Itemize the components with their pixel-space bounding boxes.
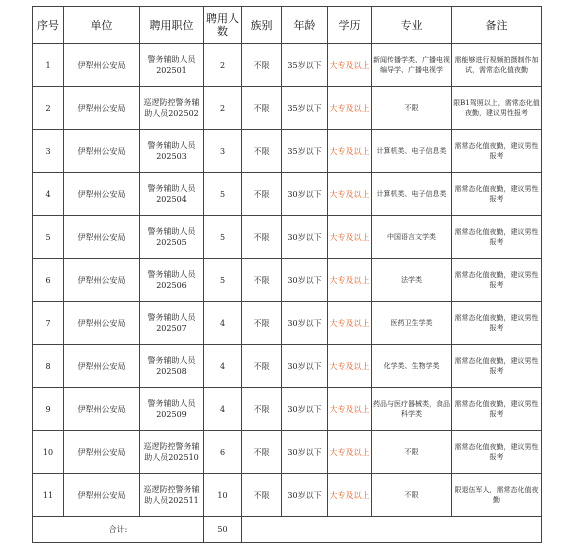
cell-count: 5 xyxy=(204,173,242,216)
cell-education: 大专及以上 xyxy=(328,130,372,173)
cell-age: 30岁以下 xyxy=(282,302,328,345)
table-row xyxy=(33,44,542,87)
cell-position: 警务辅助人员202508 xyxy=(140,345,204,388)
cell-major: 不限 xyxy=(372,474,452,517)
cell-no: 6 xyxy=(33,259,64,302)
table-row xyxy=(33,130,542,173)
cell-education: 大专及以上 xyxy=(328,474,372,517)
cell-position: 警务辅助人员202503 xyxy=(140,130,204,173)
cell-major: 法学类 xyxy=(372,259,452,302)
cell-ethnicity: 不限 xyxy=(242,431,282,474)
cell-age: 30岁以下 xyxy=(282,259,328,302)
total-count: 50 xyxy=(204,517,242,543)
cell-education: 大专及以上 xyxy=(328,302,372,345)
cell-ethnicity: 不限 xyxy=(242,302,282,345)
cell-ethnicity: 不限 xyxy=(242,87,282,130)
cell-ethnicity: 不限 xyxy=(242,345,282,388)
cell-major: 化学类、生物学类 xyxy=(372,345,452,388)
cell-position: 警务辅助人员202506 xyxy=(140,259,204,302)
table-row xyxy=(33,259,542,302)
header-position: 聘用职位 xyxy=(140,7,204,44)
cell-count: 6 xyxy=(204,431,242,474)
cell-major: 中国语言文学类 xyxy=(372,216,452,259)
cell-education: 大专及以上 xyxy=(328,44,372,87)
cell-note: 需常态化值夜勤，建议男性报考 xyxy=(452,173,542,216)
table-row xyxy=(33,87,542,130)
table-row xyxy=(33,216,542,259)
cell-age: 35岁以下 xyxy=(282,130,328,173)
cell-count: 2 xyxy=(204,44,242,87)
recruitment-table xyxy=(32,6,542,543)
table-row xyxy=(33,474,542,517)
cell-unit: 伊犁州公安局 xyxy=(64,431,140,474)
cell-note: 需常态化值夜勤，建议男性报考 xyxy=(452,431,542,474)
cell-age: 30岁以下 xyxy=(282,216,328,259)
cell-ethnicity: 不限 xyxy=(242,474,282,517)
cell-unit: 伊犁州公安局 xyxy=(64,216,140,259)
cell-ethnicity: 不限 xyxy=(242,388,282,431)
cell-position: 警务辅助人员202509 xyxy=(140,388,204,431)
cell-note: 需常态化值夜勤，建议男性报考 xyxy=(452,130,542,173)
header-major: 专业 xyxy=(372,7,452,44)
cell-no: 8 xyxy=(33,345,64,388)
recruitment-table-container xyxy=(32,6,542,543)
cell-position: 巡逻防控警务辅助人员202510 xyxy=(140,431,204,474)
cell-major: 新闻传播学类、广播电视编导学、广播电视学 xyxy=(372,44,452,87)
cell-position: 巡逻防控警务辅助人员202511 xyxy=(140,474,204,517)
cell-major: 药品与医疗器械类，食品科学类 xyxy=(372,388,452,431)
cell-note: 需常态化值夜勤，建议男性报考 xyxy=(452,345,542,388)
cell-major: 计算机类、电子信息类 xyxy=(372,130,452,173)
cell-major: 不限 xyxy=(372,431,452,474)
cell-age: 30岁以下 xyxy=(282,173,328,216)
cell-note: 限B1驾照以上，需常态化值夜勤，建议男性报考 xyxy=(452,87,542,130)
header-count: 聘用人数 xyxy=(204,7,242,44)
header-ethnicity: 族别 xyxy=(242,7,282,44)
cell-unit: 伊犁州公安局 xyxy=(64,302,140,345)
cell-no: 11 xyxy=(33,474,64,517)
table-row xyxy=(33,345,542,388)
cell-note: 需能够进行视频拍摄制作加试，需常态化值夜勤 xyxy=(452,44,542,87)
cell-ethnicity: 不限 xyxy=(242,173,282,216)
cell-note: 需常态化值夜勤，建议男性报考 xyxy=(452,302,542,345)
cell-education: 大专及以上 xyxy=(328,87,372,130)
cell-note: 限退伍军人，需常态化值夜勤 xyxy=(452,474,542,517)
cell-education: 大专及以上 xyxy=(328,259,372,302)
table-row xyxy=(33,388,542,431)
total-label: 合计: xyxy=(33,517,204,543)
cell-unit: 伊犁州公安局 xyxy=(64,130,140,173)
header-age: 年龄 xyxy=(282,7,328,44)
cell-count: 4 xyxy=(204,388,242,431)
cell-unit: 伊犁州公安局 xyxy=(64,44,140,87)
cell-major: 不限 xyxy=(372,87,452,130)
cell-no: 5 xyxy=(33,216,64,259)
table-row xyxy=(33,431,542,474)
cell-count: 10 xyxy=(204,474,242,517)
cell-count: 3 xyxy=(204,130,242,173)
cell-unit: 伊犁州公安局 xyxy=(64,259,140,302)
cell-unit: 伊犁州公安局 xyxy=(64,345,140,388)
cell-age: 35岁以下 xyxy=(282,44,328,87)
header-note: 备注 xyxy=(452,7,542,44)
cell-age: 35岁以下 xyxy=(282,87,328,130)
cell-education: 大专及以上 xyxy=(328,388,372,431)
cell-count: 4 xyxy=(204,345,242,388)
cell-age: 30岁以下 xyxy=(282,474,328,517)
total-empty-cell xyxy=(242,517,542,543)
cell-count: 2 xyxy=(204,87,242,130)
cell-ethnicity: 不限 xyxy=(242,259,282,302)
total-row xyxy=(33,517,542,543)
table-row xyxy=(33,173,542,216)
cell-unit: 伊犁州公安局 xyxy=(64,87,140,130)
cell-no: 9 xyxy=(33,388,64,431)
cell-unit: 伊犁州公安局 xyxy=(64,474,140,517)
cell-major: 计算机类、电子信息类 xyxy=(372,173,452,216)
cell-count: 4 xyxy=(204,302,242,345)
cell-position: 警务辅助人员202507 xyxy=(140,302,204,345)
cell-note: 需常态化值夜勤，建议男性报考 xyxy=(452,216,542,259)
cell-unit: 伊犁州公安局 xyxy=(64,388,140,431)
table-body xyxy=(33,44,542,517)
cell-count: 5 xyxy=(204,259,242,302)
header-no: 序号 xyxy=(33,7,64,44)
cell-age: 30岁以下 xyxy=(282,431,328,474)
cell-position: 巡逻防控警务辅助人员202502 xyxy=(140,87,204,130)
cell-count: 5 xyxy=(204,216,242,259)
cell-no: 4 xyxy=(33,173,64,216)
cell-position: 警务辅助人员202501 xyxy=(140,44,204,87)
cell-age: 30岁以下 xyxy=(282,345,328,388)
cell-major: 医药卫生学类 xyxy=(372,302,452,345)
table-header-row xyxy=(33,7,542,44)
cell-education: 大专及以上 xyxy=(328,345,372,388)
cell-position: 警务辅助人员202505 xyxy=(140,216,204,259)
cell-no: 2 xyxy=(33,87,64,130)
cell-education: 大专及以上 xyxy=(328,173,372,216)
cell-ethnicity: 不限 xyxy=(242,44,282,87)
cell-no: 3 xyxy=(33,130,64,173)
header-unit: 单位 xyxy=(64,7,140,44)
cell-no: 7 xyxy=(33,302,64,345)
header-education: 学历 xyxy=(328,7,372,44)
table-row xyxy=(33,302,542,345)
cell-unit: 伊犁州公安局 xyxy=(64,173,140,216)
cell-position: 警务辅助人员202504 xyxy=(140,173,204,216)
cell-age: 30岁以下 xyxy=(282,388,328,431)
cell-ethnicity: 不限 xyxy=(242,130,282,173)
cell-no: 10 xyxy=(33,431,64,474)
cell-ethnicity: 不限 xyxy=(242,216,282,259)
cell-no: 1 xyxy=(33,44,64,87)
cell-note: 需常态化值夜勤，建议男性报考 xyxy=(452,259,542,302)
cell-education: 大专及以上 xyxy=(328,431,372,474)
cell-education: 大专及以上 xyxy=(328,216,372,259)
cell-note: 需常态化值夜勤，建议男性报考 xyxy=(452,388,542,431)
